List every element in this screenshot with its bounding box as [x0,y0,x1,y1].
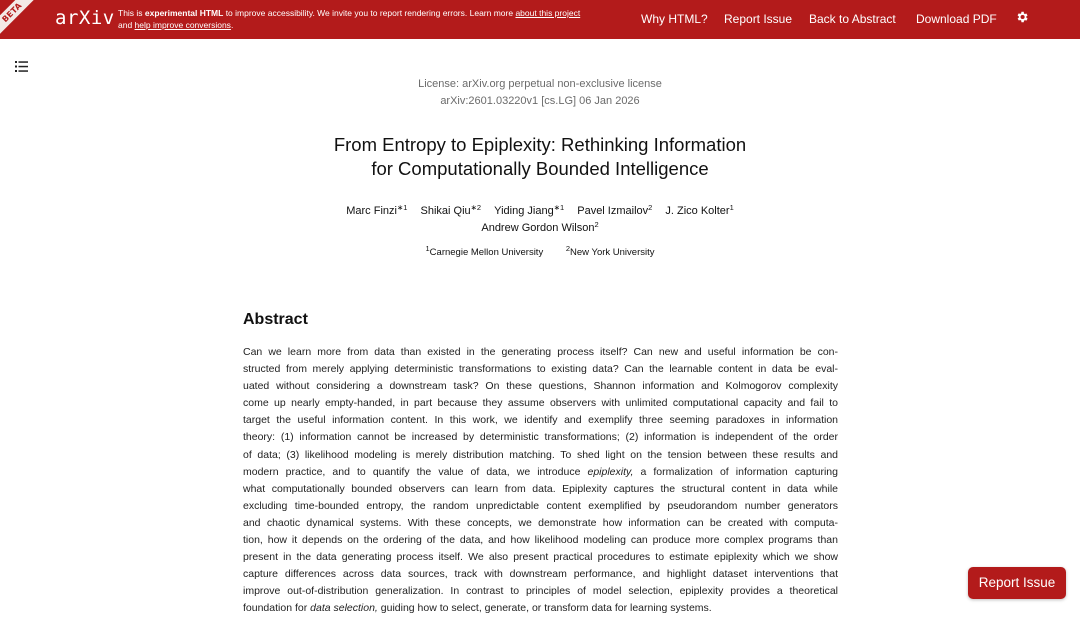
beta-ribbon: BETA [0,0,46,39]
abstract-line [243,464,838,481]
about-project-link[interactable]: about this project [515,8,581,18]
author-affil-mark: 1 [729,203,734,212]
experimental-html-notice [118,7,618,31]
author [577,205,652,217]
affiliation-list [290,244,790,258]
author [665,205,733,217]
title-line1: From Entropy to Epiplexity: Rethinking Information [333,134,747,155]
notice-line2-prefix: and [118,20,135,30]
abstract-text: guiding how to select, generate, or transform data for learning systems. [377,602,712,615]
arxiv-id-line: arXiv:2601.03220v1 [cs.LG] 06 Jan 2026 [440,95,640,107]
author-name: Pavel Izmailov [577,205,649,217]
author-affil-mark: ∗1 [553,203,565,212]
abstract-line: theory: (1) information cannot be increased by deterministic transformations; (2) information is independent of the order [243,431,838,444]
notice-middle: to improve accessibility. We invite you to report rendering errors. Learn more [223,8,516,18]
affiliation-name: Carnegie Mellon University [429,247,544,258]
list-icon[interactable] [15,61,28,72]
author-name: J. Zico Kolter [665,205,730,217]
arxiv-logo[interactable]: arXiv [55,7,115,29]
abstract-text: modern practice, and to quantify the value of data, we introduce [243,465,588,478]
abstract-text: foundation for [243,602,311,615]
abstract-line: present in the data generating process itself. We also present practical procedures to estimate epiplexity which we show [243,551,838,564]
gear-icon[interactable] [1015,10,1029,24]
why-html-link[interactable]: Why HTML? [641,12,708,26]
abstract-line: of data; (3) likelihood modeling is merely distribution matching. To shed light on the tension between these results and [243,448,838,461]
author-name: Yiding Jiang [494,205,554,217]
abstract-text: a formalization of information capturing [633,465,838,478]
author-name: Marc Finzi [346,205,397,217]
report-issue-button[interactable]: Report Issue [968,567,1066,599]
author-affil-mark: 2 [648,203,653,212]
author [494,205,564,217]
author-affil-mark: ∗2 [470,203,482,212]
report-issue-link[interactable]: Report Issue [724,12,793,26]
top-navbar [0,0,1080,39]
notice-prefix: This is [118,8,145,18]
author-name: Andrew Gordon Wilson [481,222,595,234]
abstract-line: come up nearly empty-handed, in part because they assume observers with unlimited computational capacity and fail to [243,397,838,410]
abstract-line: capture differences across data sources, track with downstream performance, and highlight dataset interventions that [243,568,838,581]
affiliation-mark: 2 [565,244,571,253]
abstract-line: structed from merely applying deterministic transformations to existing data? Can the learnable content in data be eval- [243,363,838,376]
author [346,205,407,217]
affiliation-name: New York University [570,247,655,258]
back-to-abstract-link[interactable]: Back to Abstract [809,12,896,26]
affiliation-mark: 1 [425,244,430,253]
abstract-line: excluding time-bounded entropy, the random unpredictable content exemplified by pseudorandom number generators [243,499,838,512]
abstract-line: what computationally bounded observers can learn from data. Epiplexity captures the structural content in data while [243,482,838,495]
abstract-line: improve out-of-distribution generalization. In contrast to principles of model selection, epiplexity provides a theoretical [243,585,838,598]
abstract-emphasis: epiplexity, [587,465,634,478]
abstract-line [243,600,838,617]
title-line2: for Computationally Bounded Intelligence [371,158,709,179]
help-improve-link[interactable]: help improve conversions [134,20,231,30]
author-list [290,203,790,237]
download-pdf-link[interactable]: Download PDF [916,12,997,26]
paper-title [290,133,790,181]
notice-bold: experimental HTML [144,8,224,18]
author-affil-mark: 2 [594,220,599,229]
license-line: License: arXiv.org perpetual non-exclusive license [418,78,662,90]
abstract-line: target the useful information content. In this work, we identify and exemplify three seeming paradoxes in information [243,414,838,427]
author-affil-mark: ∗1 [396,203,408,212]
abstract-line: and chaotic dynamical systems. With these concepts, we demonstrate how information can be created with computa- [243,516,838,529]
author [481,222,598,234]
abstract-emphasis: data selection, [310,602,378,615]
author [421,205,482,217]
affiliation [425,244,544,258]
author-name: Shikai Qiu [420,205,471,217]
affiliation [565,244,655,258]
notice-line2-suffix: . [230,20,234,30]
abstract-body [243,344,838,618]
abstract-line: tion, how it depends on the ordering of the data, and how likelihood modeling can produce more complex programs than [243,534,838,547]
abstract-line: uated without considering a downstream task? On these questions, Shannon information and Kolmogorov complexity [243,380,838,393]
abstract-line: Can we learn more from data than existed in the generating process itself? Can new and useful information be con- [243,346,838,358]
abstract-heading: Abstract [243,311,308,328]
